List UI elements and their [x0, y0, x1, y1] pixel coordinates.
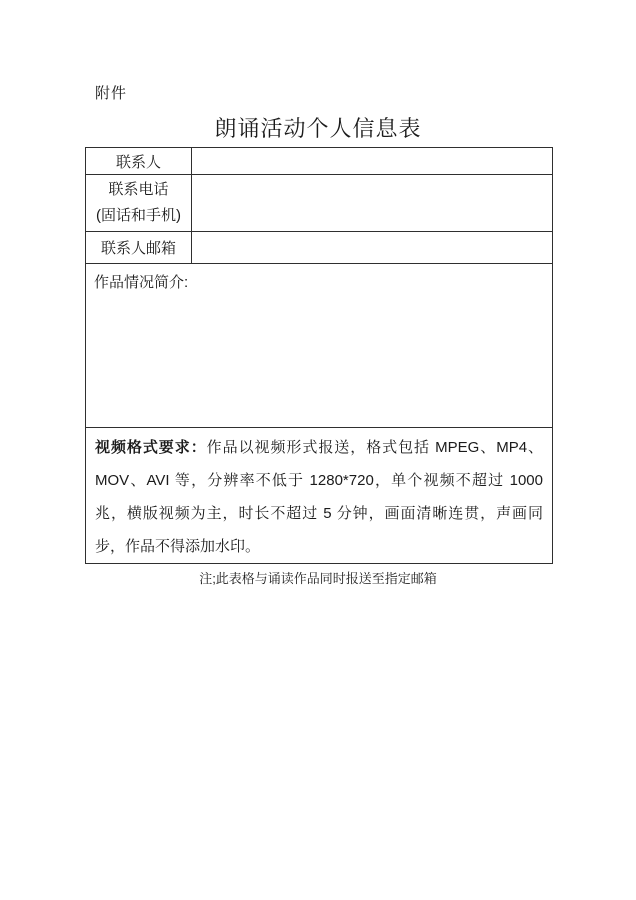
table-row-work-intro: [86, 264, 553, 428]
info-table: [85, 147, 553, 564]
attachment-label: 附件: [95, 85, 128, 102]
contact-name-field[interactable]: [192, 148, 553, 175]
table-row-video-requirements: [86, 428, 553, 564]
table-row-contact-name: [86, 148, 553, 175]
contact-name-label: 联系人: [86, 148, 192, 175]
contact-phone-label-line2: (固话和手机): [96, 207, 181, 224]
video-requirements-text: 作品以视频形式报送，格式包括 MPEG、MP4、MOV、AVI 等，分辨率不低于 1280*720，单个视频不超过 1000 兆，横版视频为主，时长不超过 5 分钟，画面清晰连贯，声画同步，作品不得添加水印。: [95, 439, 543, 555]
form-title: 朗诵活动个人信息表: [214, 116, 422, 141]
table-row-contact-phone: [86, 175, 553, 232]
table-row-contact-email: [86, 232, 553, 264]
contact-phone-label-line1: 联系电话: [108, 181, 169, 198]
video-requirements-cell: [86, 428, 553, 564]
contact-email-label: 联系人邮箱: [86, 232, 192, 264]
work-intro-label: 作品情况简介:: [94, 274, 189, 291]
contact-phone-label: [86, 175, 192, 232]
work-intro-cell[interactable]: [86, 264, 553, 428]
footnote: 注;此表格与诵读作品同时报送至指定邮箱: [199, 571, 437, 586]
video-requirements-label: 视频格式要求：: [95, 439, 207, 456]
contact-phone-field[interactable]: [192, 175, 553, 232]
contact-email-field[interactable]: [192, 232, 553, 264]
